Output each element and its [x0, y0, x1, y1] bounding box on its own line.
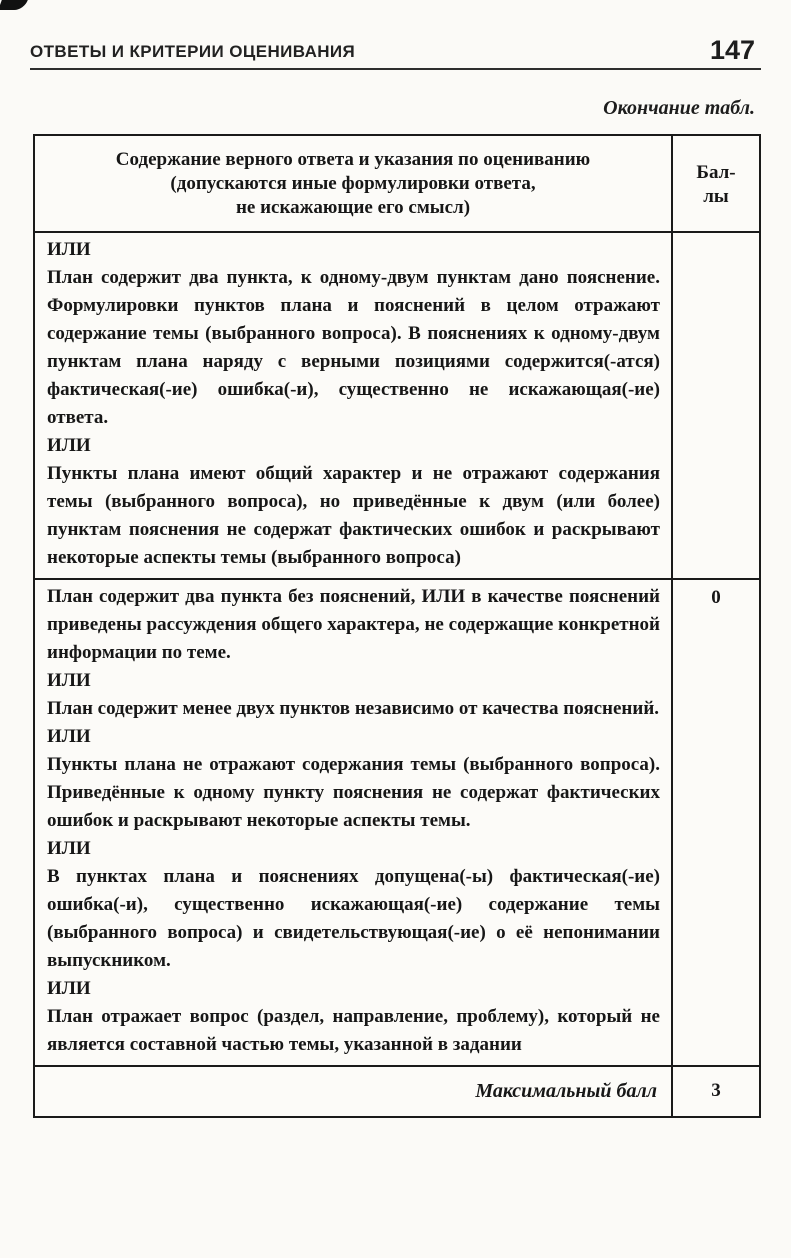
criteria-text-cell: [35, 580, 671, 1065]
criteria-paragraph: Пункты плана не отражают содержания темы (выбранного вопроса). Приведённые к одному пункту пояснения не содержат фактических ошибок и раскрывают некоторые аспекты темы.: [47, 754, 660, 831]
criteria-paragraph: План отражает вопрос (раздел, направление, проблему), который не является составной частью темы, указанной в задании: [47, 1006, 660, 1055]
score-cell: 0: [671, 580, 759, 1065]
max-score-label: Максимальный балл: [475, 1080, 657, 1102]
header-line-3: не искажающие его смысл): [235, 197, 471, 218]
or-separator: ИЛИ: [47, 670, 91, 691]
header-line-2: (допускаются иные формулировки ответа,: [170, 173, 536, 194]
scan-edge-artifact: [0, 0, 28, 10]
page-number: 147: [709, 35, 755, 65]
or-separator: ИЛИ: [47, 838, 91, 859]
criteria-paragraph: В пунктах плана и пояснениях допущена(-ы) фактическая(-ие) ошибка(-и), существенно искажающая(-ие) содержание темы (выбранного вопроса) и свидетельствующая(-ие) о её непонимании выпускником.: [47, 866, 660, 971]
table-header-row: [35, 136, 759, 231]
table-footer-row: [35, 1065, 759, 1116]
running-title: ОТВЕТЫ И КРИТЕРИИ ОЦЕНИВАНИЯ: [30, 42, 356, 61]
or-separator: ИЛИ: [47, 978, 91, 999]
max-score-value: 3: [671, 1067, 759, 1116]
criteria-paragraph: Пункты плана имеют общий характер и не отражают содержания темы (выбранного вопроса), но приведённые к двум (или более) пунктам пояснения не содержат фактических ошибок и раскрывают некоторые аспекты темы (выбранного вопроса): [47, 463, 660, 568]
table-row: [35, 231, 759, 578]
table-caption: Окончание табл.: [603, 97, 755, 119]
score-header-line-2: лы: [703, 186, 729, 207]
running-head: [30, 0, 761, 70]
criteria-table: [33, 134, 761, 1118]
criteria-paragraph: План содержит менее двух пунктов независимо от качества пояснений.: [47, 698, 660, 719]
criteria-text-cell: [35, 233, 671, 578]
score-cell: [671, 233, 759, 578]
criteria-paragraph: План содержит два пункта без пояснений, ИЛИ в качестве пояснений приведены рассуждения общего характера, не содержащие конкретной информации по теме.: [47, 586, 660, 663]
or-separator: ИЛИ: [47, 726, 91, 747]
header-line-1: Содержание верного ответа и указания по оцениванию: [115, 149, 591, 170]
criteria-paragraph: План содержит два пункта, к одному-двум пунктам дано пояснение. Формулировки пунктов плана и пояснений в целом отражают содержание темы (выбранного вопроса). В пояснениях к одному-двум пунктам плана наряду с верными позициями содержится(-атся) фактическая(-ие) ошибка(-и), существенно не искажающая(-ие) ответа.: [47, 267, 660, 428]
score-header-line-1: Бал-: [696, 162, 736, 183]
or-separator: ИЛИ: [47, 435, 91, 456]
table-row: [35, 578, 759, 1065]
table-header-content-cell: [35, 136, 671, 231]
table-header-score-cell: [671, 136, 759, 231]
or-separator: ИЛИ: [47, 239, 91, 260]
